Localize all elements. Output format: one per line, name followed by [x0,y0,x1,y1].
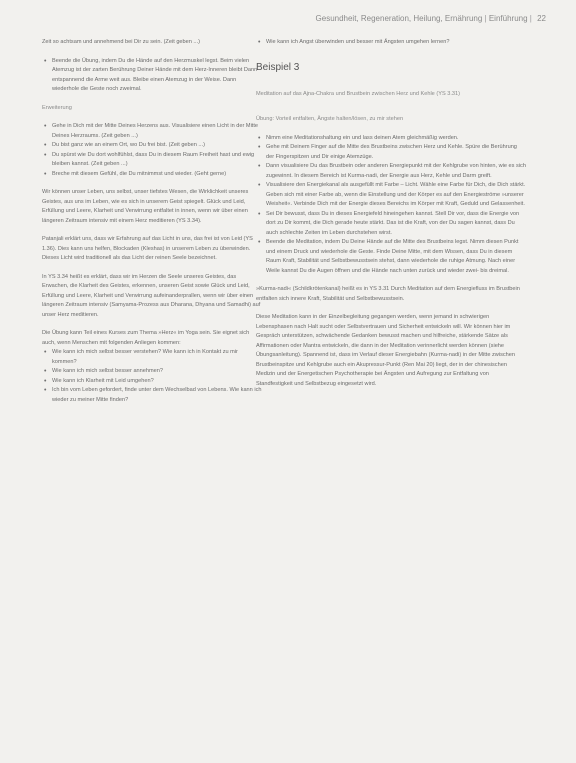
list-item: • Wie kann ich Klarheit mit Leid umgehen? [52,377,264,387]
steps-heading: Übung: Vorteil entfalten, Ängste halten/lösen, zu mir stehen [256,116,404,122]
list-item: • Du bist ganz wie an einem Ort, wo Du frei bist. (Zeit geben ...) [52,141,264,151]
intro-fragment: Zeit so achtsam und annehmend bei Dir zu sein. (Zeit geben ...) [42,39,200,45]
left-column [42,38,264,414]
example-subtitle: Meditation auf das Ajna-Chakra und Brustbein zwischen Herz und Kehle (YS 3.31) [256,90,460,97]
running-header [316,14,546,23]
top-bullets [256,38,526,48]
list-item: • Wie kann ich mich selbst besser annehmen? [52,367,264,377]
variation-heading: Erweiterung [42,104,72,111]
running-title: Gesundheit, Regeneration, Heilung, Ernährung [315,14,483,23]
concern-bullets [42,348,264,405]
list-item: • Ich bin vom Leben gefordert, finde unter dem Wechselbad von Lebens. Wie kann ich wieder zu meiner Mitte finden? [52,386,264,405]
list-item: • Wie kann ich Angst überwinden und besser mit Ängsten umgehen lernen? [266,38,526,48]
right-column [256,38,526,398]
body-paragraph: Patanjali erklärt uns, dass wir Erfahrung auf das Licht in uns, das frei ist von Leid (YS 1.36). Dies kann uns helfen, Blockaden (Kleshas) in unserem Leben zu überwinden. Dieses Licht wird traditionell als das Licht der reinen Seele bezeichnet. [42,236,253,261]
section-title: Einführung [488,14,528,23]
list-item: • Breche mit diesem Gefühl, die Du mitnimmst und wieder. (Geht gerne) [52,170,264,180]
list-item: • Gehe mit Deinem Finger auf die Mitte des Brustbeins zwischen Herz und Kehle. Spüre die Berührung der Fingerspitzen und Dir einige Atemzüge. [266,143,526,162]
variation-bullets [42,122,264,179]
body-paragraph: »Kurma-nadi« (Schildkrötenkanal) heißt es in YS 3.31 Durch Meditation auf dem Energiefluss im Brustbein entfalten sich innere Kraft, Stabilität und Selbstbewusstsein. [256,286,520,302]
header-separator: | [529,14,535,23]
body-paragraph: In YS 3.34 heißt es erklärt, dass wir im Herzen die Seele unseres Geistes, das Erwachen, die Klarheit des Geistes, erkennen, unseren Geist sowie Glück und Leid, Erfüllung und Leere, Klarheit und Verwirrung aufeinanderprallen, wenn wir über einen längeren Zeitraum intensiv (Samyama-Prozess aus Dharana, Dhyana und Samadhi) auf unser Herz meditieren. [42,273,261,318]
list-item: • Du spürst wie Du dort wohlfühlst, dass Du in diesem Raum Freiheit hast und ewig bleiben kannst. (Zeit geben ...) [52,151,264,170]
example-heading: Beispiel 3 [256,61,300,73]
list-item: • Dann visualisiere Du das Brustbein oder anderen Energiepunkt mit der Kehlgrube von hinten, wie es sich zugewinnt. In diesem Bereich ist Kurma-nadi, der Energie aus Herz, Kehle und Darm greift. [266,162,526,181]
body-paragraph: Diese Meditation kann in der Einzelbegleitung gegangen werden, wenn jemand in schwierigen Lebensphasen nach Halt sucht oder Selbstvertrauen und Sicherheit entwickeln will. Wir können hier im Gespräch unterstützen, schwächende Gedanken bewusst machen und hilfreiche, stärkende Sätze als Affirmationen oder Mantra entwickeln, die dann in der Meditation verinnerlicht werden können (siehe Übungsanleitung). Spannend ist, dass im Verlauf dieser Energiebahn (Kurma-nadi) in der Mitte zwischen Brustbeinspitze und Kehlgrube auch ein Akupressur-Punkt (Ren Mai 20) liegt, der in der chinesischen Medizin und der Energetischen Psychotherapie bei Ängsten und Aufregung zur Entfaltung von Standfestigkeit und Selbstbezug eingesetzt wird. [256,314,516,387]
body-paragraph: Wir können unser Leben, uns selbst, unser tiefstes Wesen, die Wirklichkeit unseres Geistes, aus uns im Leben, wie es sich in unserem Geist spiegelt. Glück und Leid, Erfüllung und Leere, Klarheit und Verwirrung entfaltet in innen, wenn wir über einen längeren Zeitraum intensiv mit einem Herz meditieren (YS 3.34). [42,189,249,224]
list-item: • Beende die Übung, indem Du die Hände auf den Herzmuskel legst. Beim vielen Atemzug ist der zarten Berührung Deiner Hände mit dem Herz-Inneren bleibt Dann entspannend die Arme weit aus. Bleibe einen Atemzug in der Weise. Dann wiederhole die Geste noch zweimal. [52,57,264,95]
list-item: • Nimm eine Meditationshaltung ein und lass deinen Atem gleichmäßig werden. [266,134,526,144]
steps-list [256,134,526,277]
list-item: • Wie kann ich mich selbst besser verstehen? Wie kann ich in Kontakt zu mir kommen? [52,348,264,367]
page-number: 22 [537,14,546,23]
list-item: • Visualisiere den Energiekanal als ausgefüllt mit Farbe – Licht. Wähle eine Farbe für Dich, die Dich stärkt. Geben sich mit einer Farbe ab, wenn die Einstellung und der Körper es auf den Energieströme »unserer Weisheit«. Verbinde Dich mit der Energie dieses Bereichs im Körper mit Kraft, Geduld und Gelassenheit. [266,181,526,210]
intro-bullets [42,57,264,95]
list-item: • Gehe in Dich mit der Mitte Deines Herzens aus. Visualisiere einen Licht in der Mitte Deines Herzraums. (Zeit geben ...) [52,122,264,141]
list-item: • Beende die Meditation, indem Du Deine Hände auf die Mitte des Brustbeins legst. Nimm diesen Punkt und einem Druck und wiederhole die Geste. Finde Deine Mitte, mit dem Wissen, dass Du in diesem Raum Kraft, Stabilität und Selbstbewusstsein stehst, dann wiederhole die ruhige Atmung. Nach einer Weile kannst Du die Augen öffnen und die Hände nach unten zurück und wieder zwei- bis dreimal. [266,238,526,276]
header-separator: | [484,14,489,23]
body-paragraph: Die Übung kann Teil eines Kurses zum Thema »Herz« im Yoga sein. Sie eignet sich auch, wenn Menschen mit folgenden Anliegen kommen: [42,330,250,346]
list-item: • Sei Dir bewusst, dass Du in dieses Energiefeld hineingehen kannst. Stell Dir vor, dass die Energie von dort zu Dir kommt, die Dich gerade heute stärkt. Das ist die Kraft, von der Du sagen kannst, dass Du auch schlechte Zeiten im Leben durchstehen wirst. [266,210,526,239]
